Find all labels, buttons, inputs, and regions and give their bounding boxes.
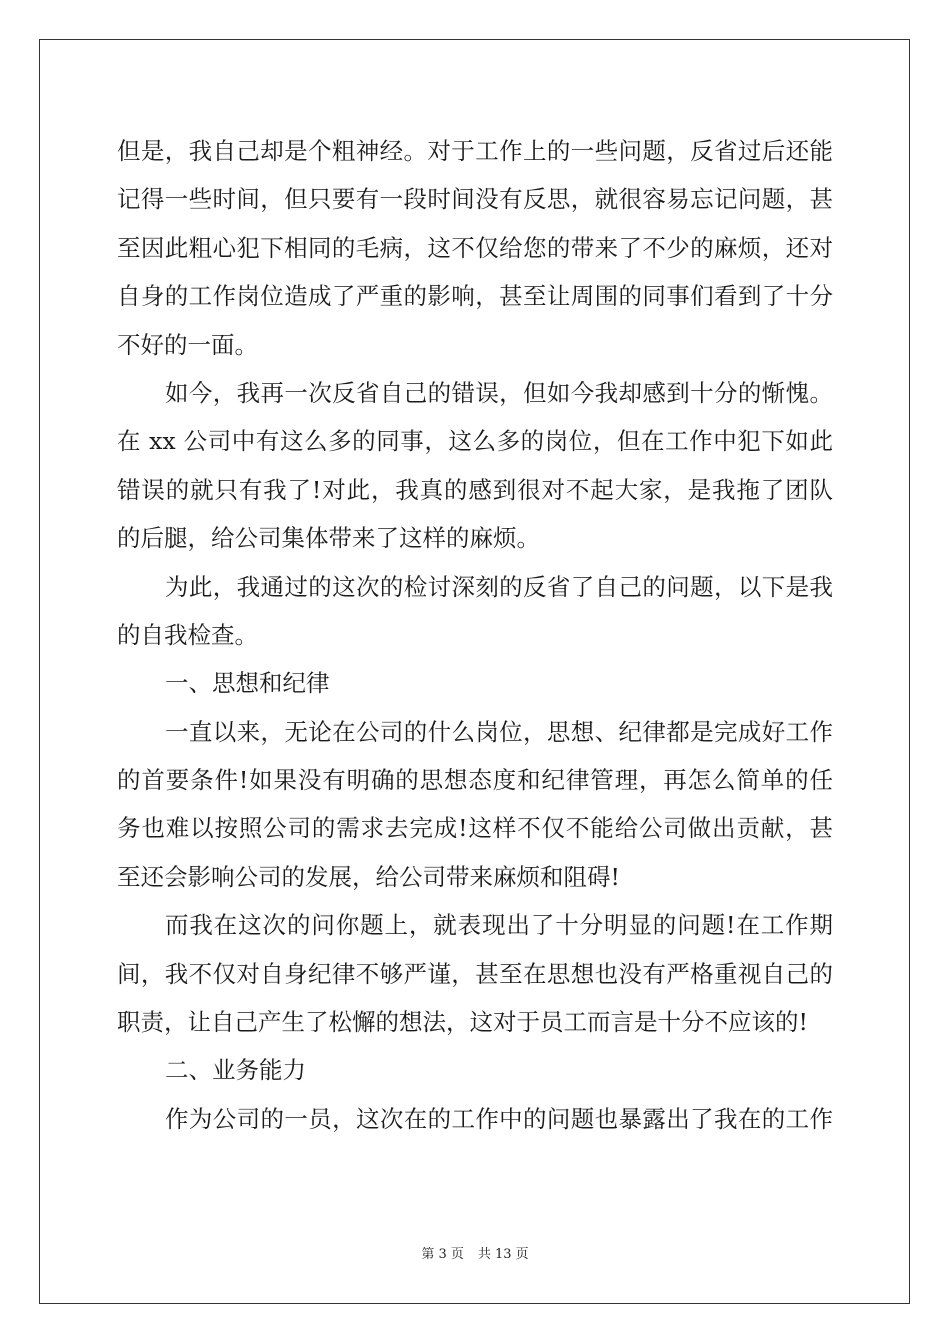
page-number: 第 3 页 — [421, 1247, 464, 1262]
text-line: 一直以来，无论在公司的什么岗位，思想、纪律都是完成好工作 — [165, 717, 833, 746]
text-line: 的后腿，给公司集体带来了这样的麻烦。 — [117, 524, 540, 553]
text-line: 自身的工作岗位造成了严重的影响，甚至让周围的同事们看到了十分 — [117, 282, 833, 311]
text-line: 至还会影响公司的发展，给公司带来麻烦和阻碍! — [117, 862, 620, 891]
text-line: 在 xx 公司中有这么多的同事，这么多的岗位，但在工作中犯下如此 — [117, 427, 833, 456]
text-line: 为此，我通过的这次的检讨深刻的反省了自己的问题，以下是我 — [165, 572, 833, 601]
text-line: 二、业务能力 — [165, 1056, 306, 1085]
text-line: 而我在这次的问你题上，就表现出了十分明显的问题!在工作期 — [165, 911, 833, 940]
text-line: 至因此粗心犯下相同的毛病，这不仅给您的带来了不少的麻烦，还对 — [117, 233, 833, 262]
document-body — [117, 127, 833, 1143]
text-line: 一、思想和纪律 — [165, 669, 330, 698]
text-line: 的首要条件!如果没有明确的思想态度和纪律管理，再怎么简单的任 — [117, 766, 833, 795]
page-footer — [0, 1243, 950, 1262]
text-line: 但是，我自己却是个粗神经。对于工作上的一些问题，反省过后还能 — [117, 137, 833, 165]
text-line: 如今，我再一次反省自己的错误，但如今我却感到十分的惭愧。 — [165, 378, 833, 407]
page-total: 共 13 页 — [477, 1247, 529, 1262]
text-line: 错误的就只有我了!对此，我真的感到很对不起大家，是我拖了团队 — [117, 475, 833, 504]
text-line: 职责，让自己产生了松懈的想法，这对于员工而言是十分不应该的! — [117, 1008, 808, 1037]
text-line: 作为公司的一员，这次在的工作中的问题也暴露出了我在的工作 — [165, 1104, 833, 1133]
text-line: 不好的一面。 — [117, 330, 258, 359]
text-line: 间，我不仅对自身纪律不够严谨，甚至在思想也没有严格重视自己的 — [117, 959, 833, 988]
text-line: 的自我检查。 — [117, 620, 258, 649]
text-line: 务也难以按照公司的需求去完成!这样不仅不能给公司做出贡献，甚 — [117, 814, 833, 843]
text-line: 记得一些时间，但只要有一段时间没有反思，就很容易忘记问题，甚 — [117, 185, 833, 214]
